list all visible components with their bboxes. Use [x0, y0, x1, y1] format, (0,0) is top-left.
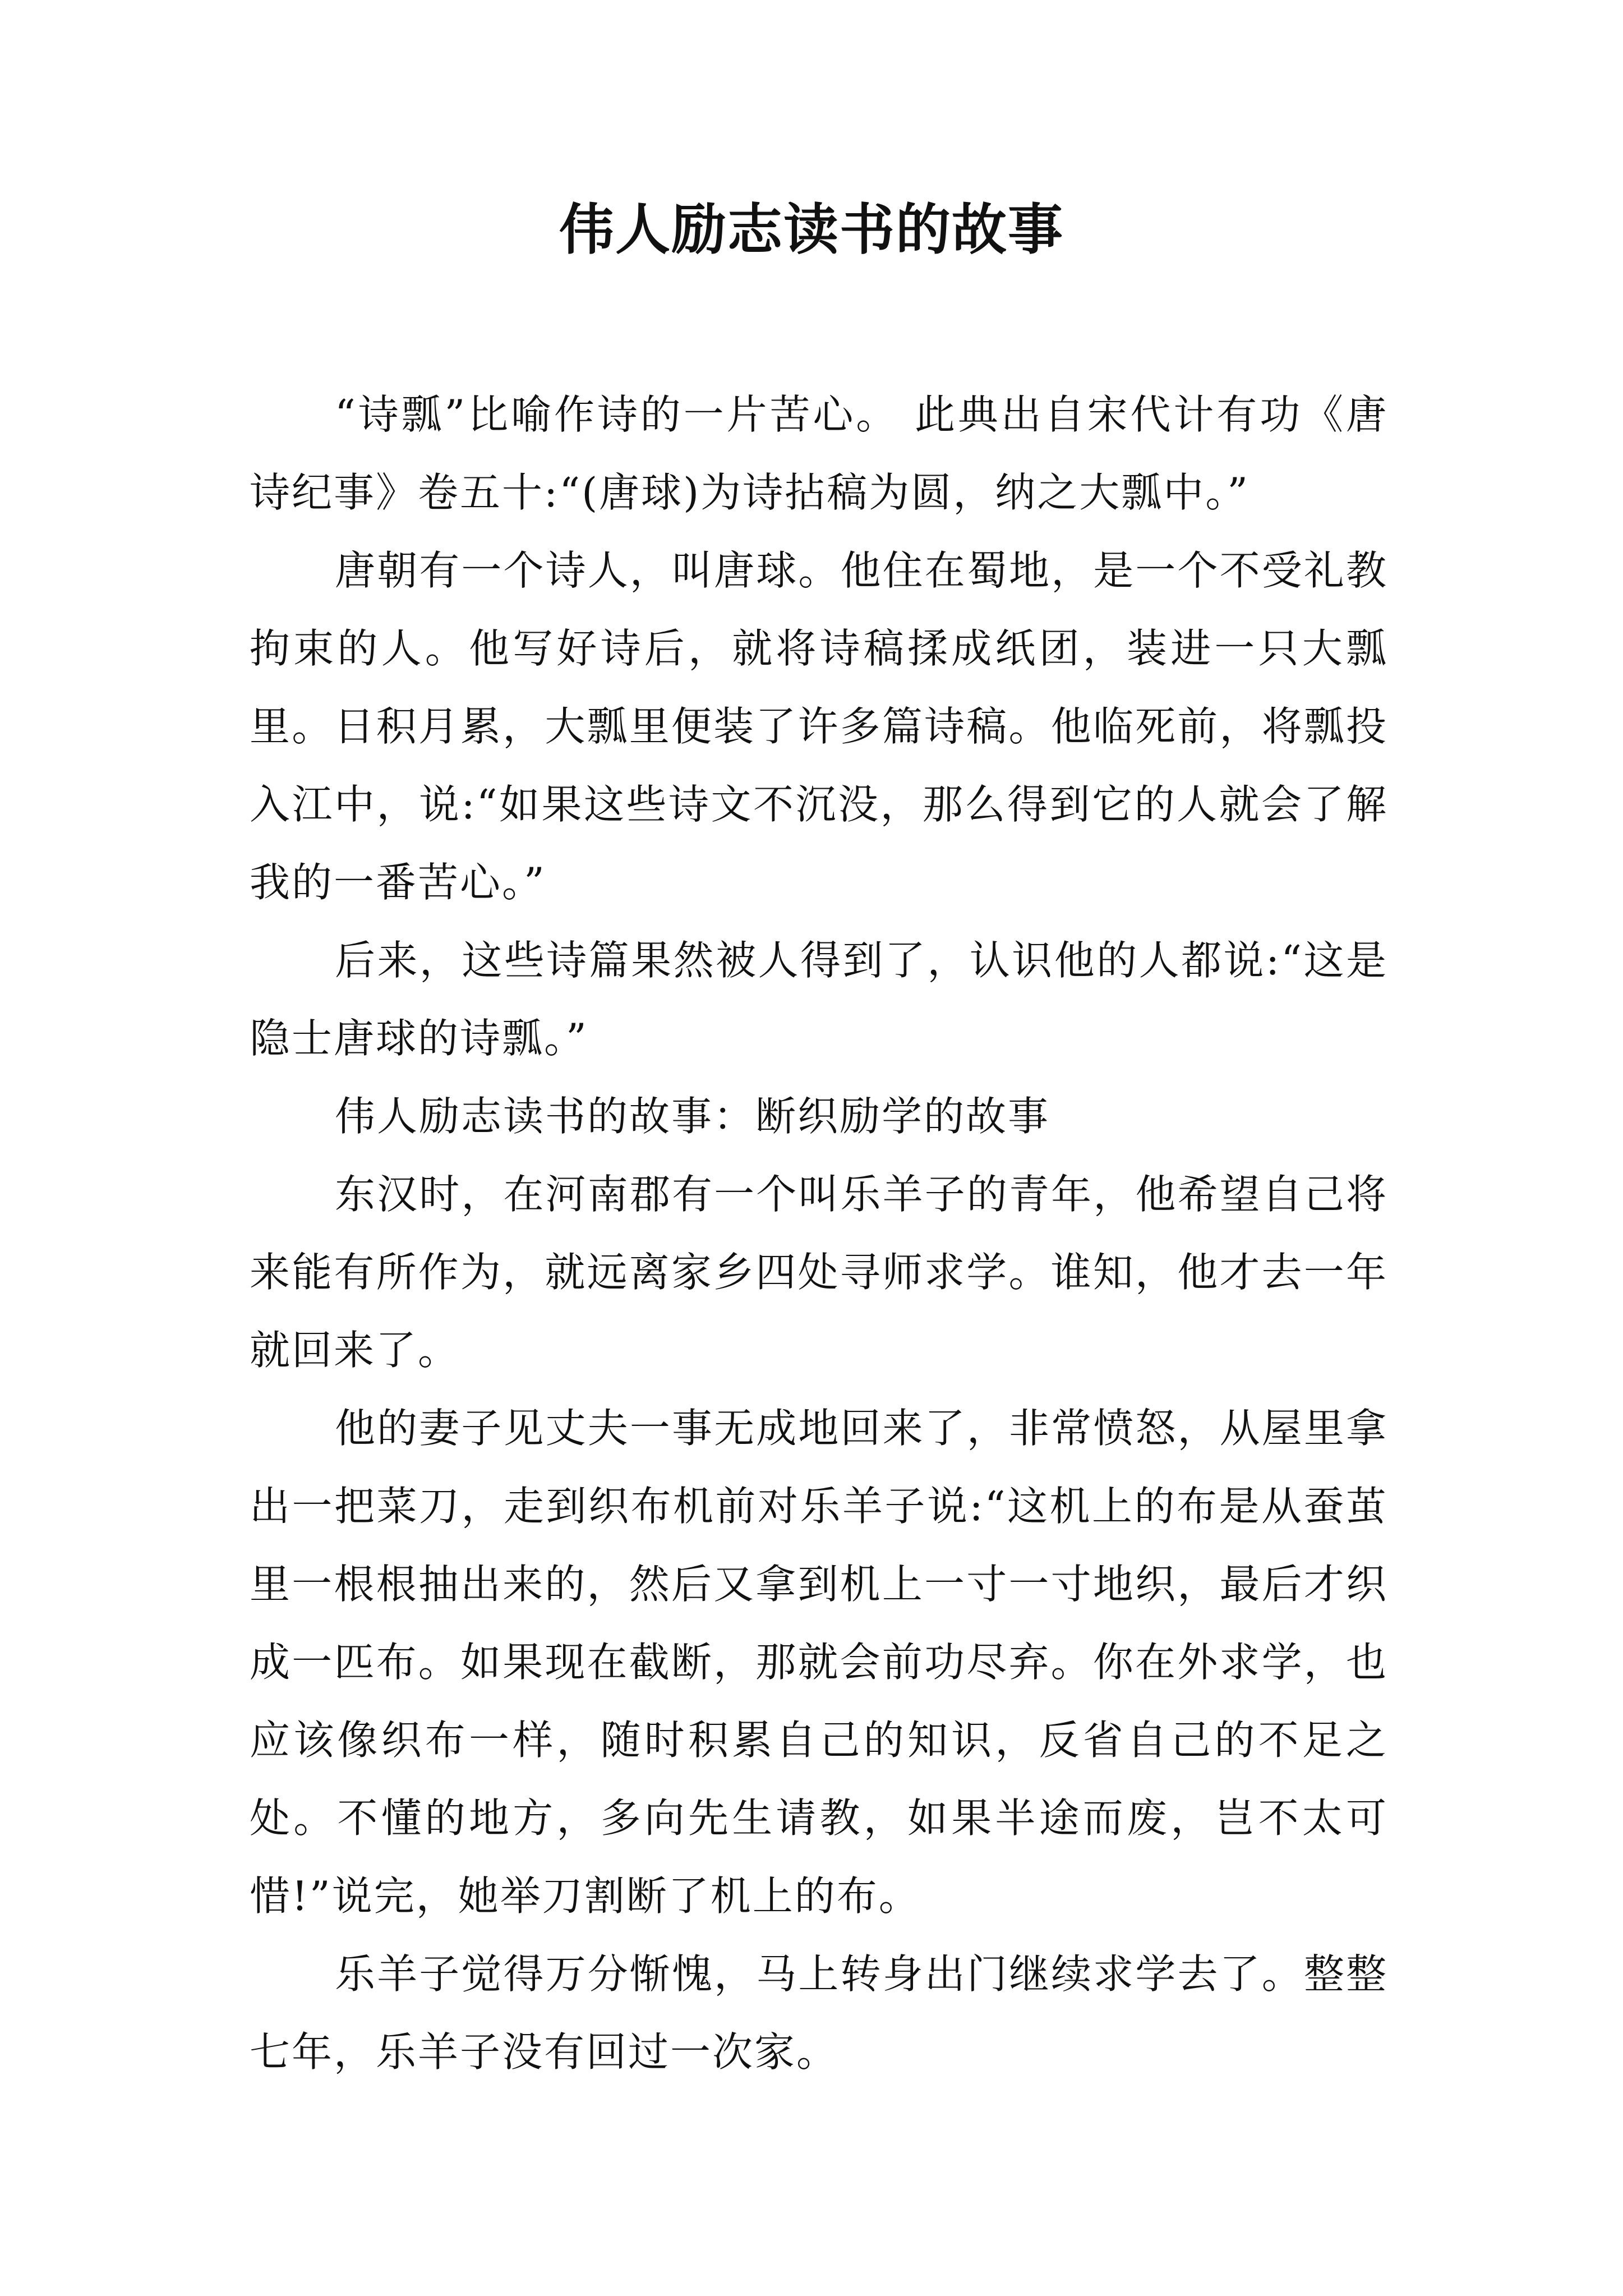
document-title: 伟人励志读书的故事 — [559, 197, 1064, 262]
section-heading-duan-zhi: 伟人励志读书的故事：断织励学的故事 — [335, 1093, 1050, 1140]
paragraph-shi-piao-origin: “诗瓢”比喻作诗的一片苦心。 此典出自宋代计有功《唐诗纪事》卷五十:“(唐球)为诗拈稿为圆，纳之大瓢中。” — [250, 391, 1388, 516]
paragraph-yue-yangzi-intro: 东汉时，在河南郡有一个叫乐羊子的青年，他希望自己将来能有所作为，就远离家乡四处寻师求学。谁知，他才去一年就回来了。 — [250, 1171, 1388, 1374]
paragraph-returns-to-study: 乐羊子觉得万分惭愧，马上转身出门继续求学去了。整整七年，乐羊子没有回过一次家。 — [250, 1950, 1388, 2076]
paragraph-tang-qiu-story: 唐朝有一个诗人，叫唐球。他住在蜀地，是一个不受礼教拘束的人。他写好诗后，就将诗稿揉成纸团，装进一只大瓢里。日积月累，大瓢里便装了许多篇诗稿。他临死前，将瓢投入江中，说:“如果这些诗文不沉没，那么得到它的人就会了解我的一番苦心。” — [250, 547, 1388, 906]
paragraph-poems-found: 后来，这些诗篇果然被人得到了，认识他的人都说:“这是隐士唐球的诗瓢。” — [250, 937, 1388, 1062]
document-body — [250, 376, 1388, 2091]
paragraph-wife-cuts-cloth: 他的妻子见丈夫一事无成地回来了，非常愤怒，从屋里拿出一把菜刀，走到织布机前对乐羊子说:“这机上的布是从蚕茧里一根根抽出来的，然后又拿到机上一寸一寸地织，最后才织成一匹布。如果现在截断，那就会前功尽弃。你在外求学，也应该像织布一样，随时积累自己的知识，反省自己的不足之处。不懂的地方，多向先生请教，如果半途而废，岂不太可惜!”说完，她举刀割断了机上的布。 — [250, 1405, 1388, 1920]
